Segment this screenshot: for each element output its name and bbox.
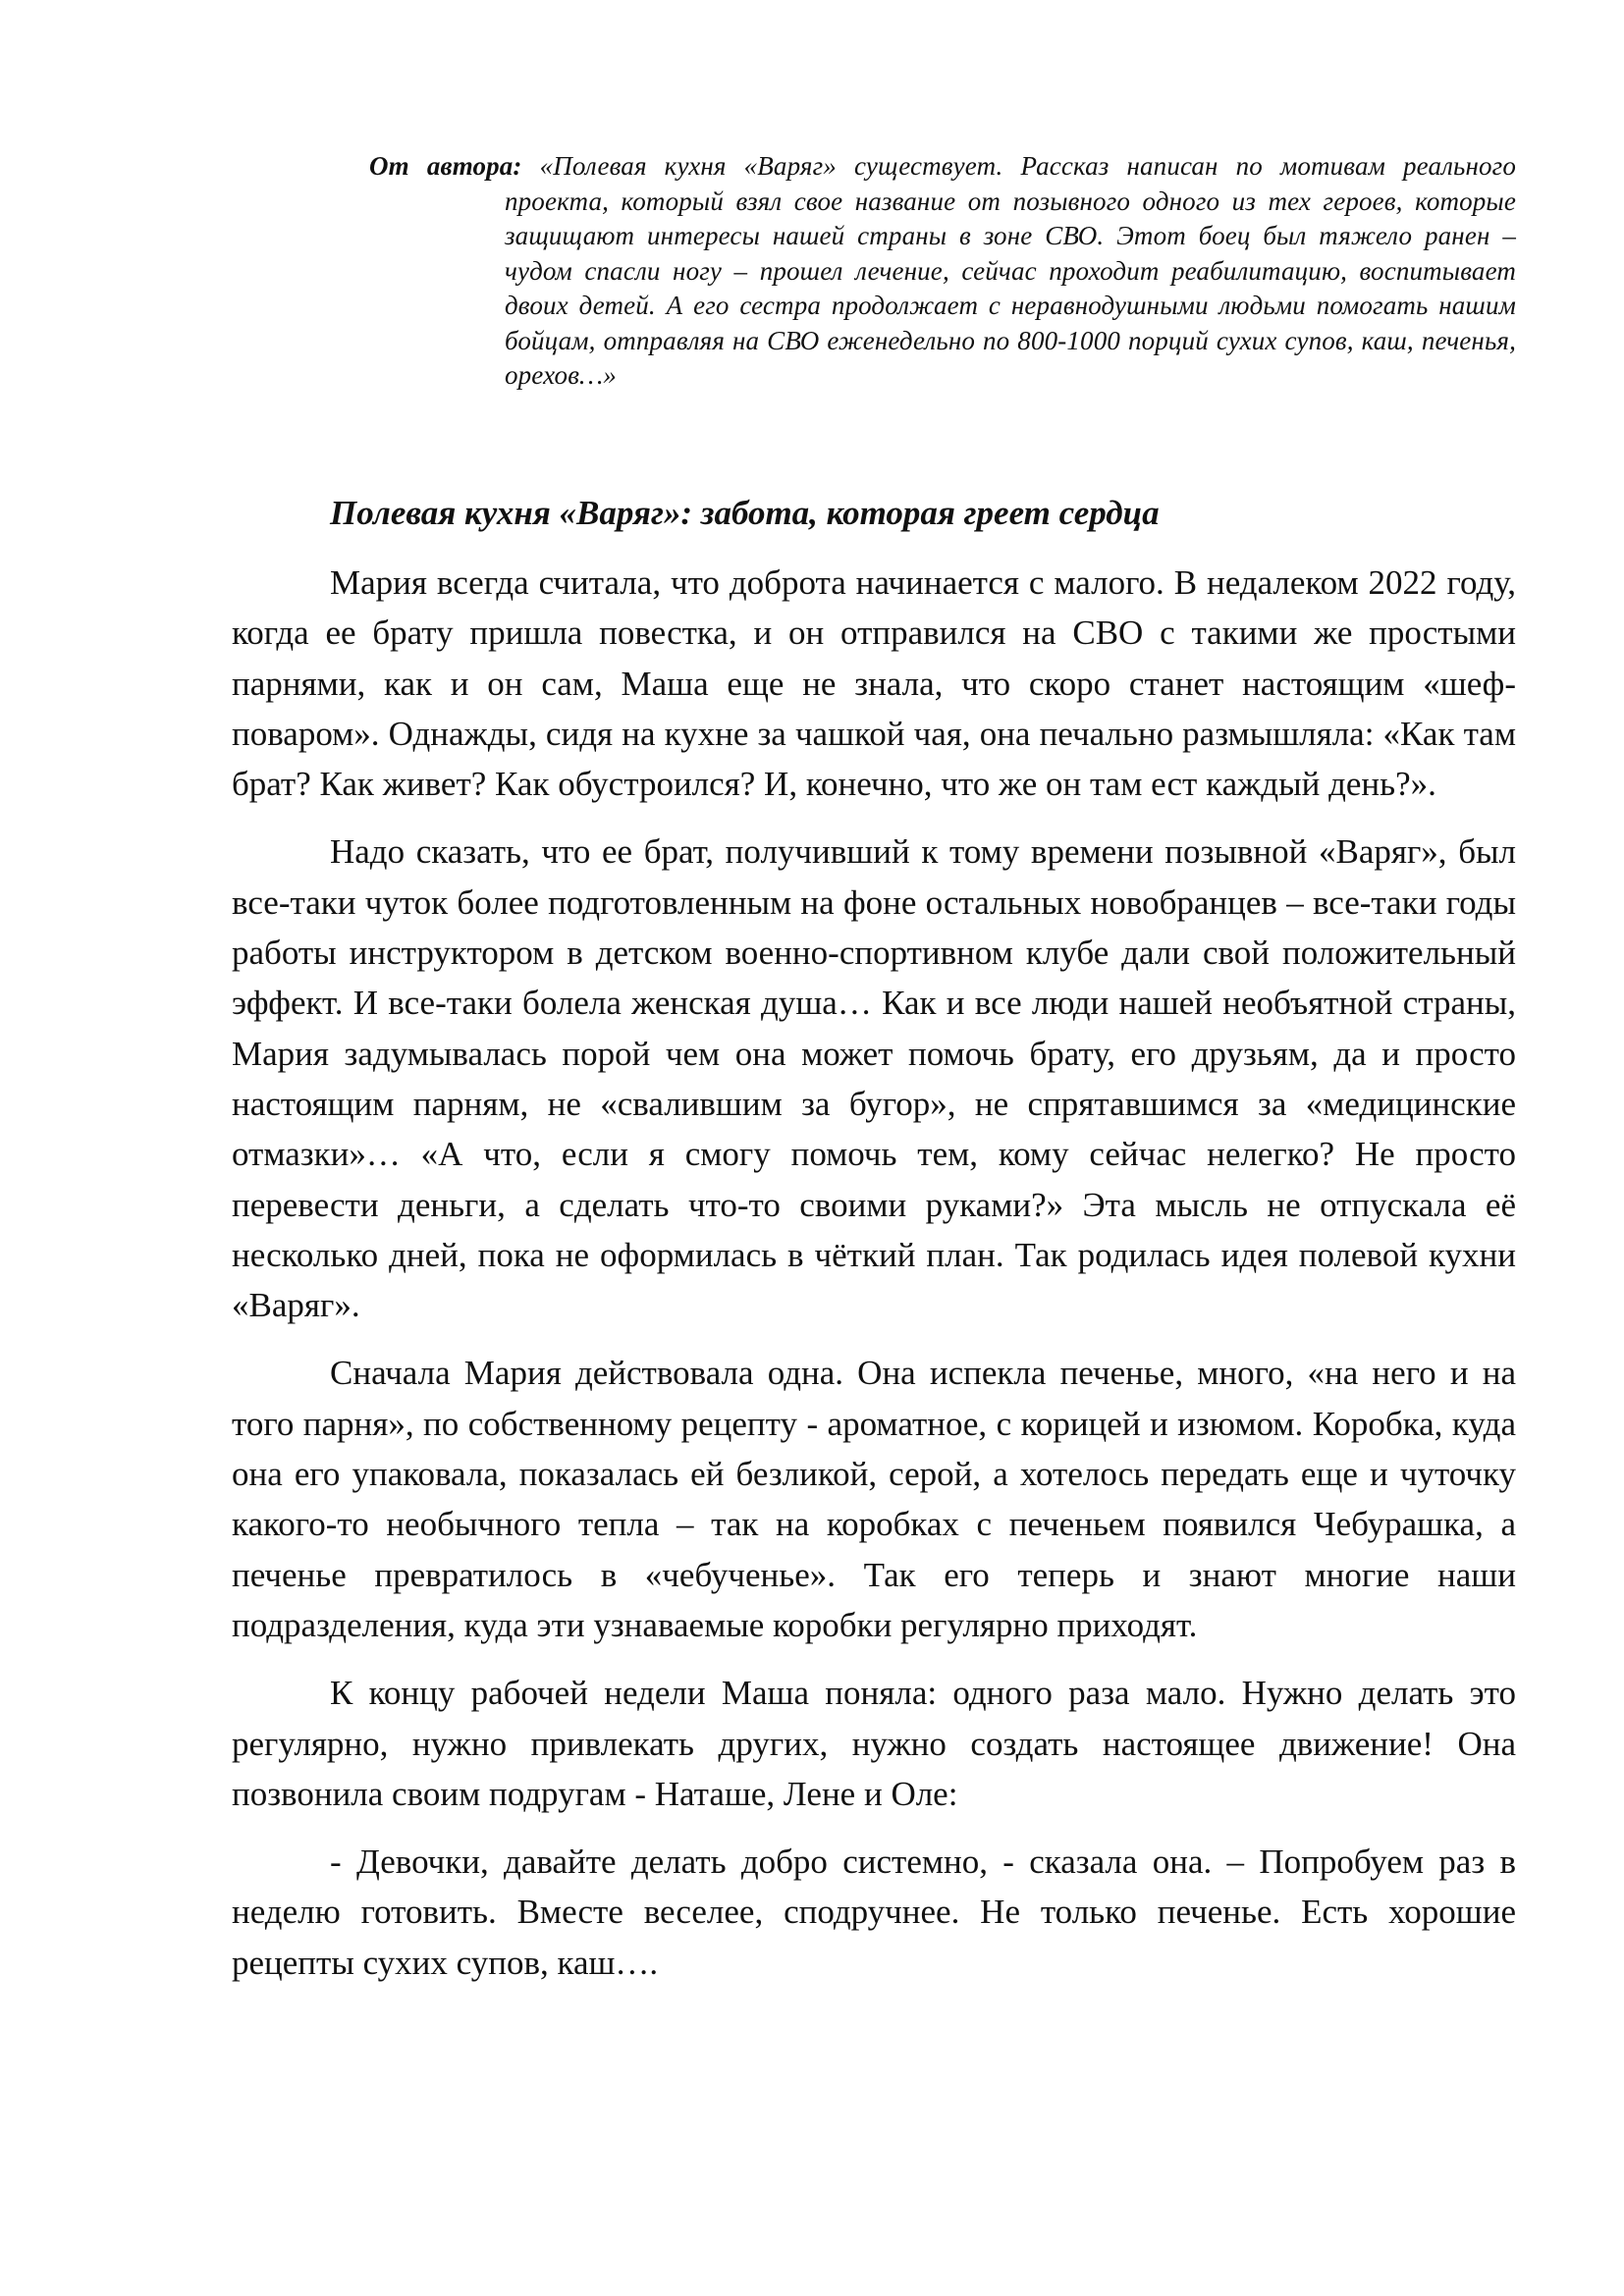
story-title: Полевая кухня «Варяг»: забота, которая греет сердца <box>330 494 1160 532</box>
paragraph-3: Сначала Мария действовала одна. Она испекла печенье, много, «на него и на того парня», по собственному рецепту - ароматное, с корицей и изюмом. Коробка, куда она его упаковала, показалась ей безликой, серой, а хотелось передать еще и чуточку какого-то необычного тепла – так на коробках с печеньем появился Чебурашка, а печенье превратилось в «чебученье». Так его теперь и знают многие наши подразделения, куда эти узнаваемые коробки регулярно приходят. <box>232 1354 1516 1644</box>
author-note-text: «Полевая кухня «Варяг» существует. Рассказ написан по мотивам реального проекта, который взял свое название от позывного одного из тех героев, которые защищают интересы нашей страны в зоне СВО. Этот боец был тяжело ранен – чудом спасли ногу – прошел лечение, сейчас проходит реабилитацию, воспитывает двоих детей. А его сестра продолжает с неравнодушными людьми помогать нашим бойцам, отправляя на СВО еженедельно по 800-1000 порций сухих супов, каш, печенья, орехов…» <box>505 151 1516 390</box>
paragraph-2: Надо сказать, что ее брат, получивший к тому времени позывной «Варяг», был все-таки чуток более подготовленным на фоне остальных новобранцев – все-таки годы работы инструктором в детском военно-спортивном клубе дали свой положительный эффект. И все-таки болела женская душа… Как и все люди нашей необъятной страны, Мария задумывалась порой чем она может помочь брату, его друзьям, да и просто настоящим парням, не «свалившим за бугор», не спрятавшимся за «медицинские отмазки»… «А что, если я смогу помочь тем, кому сейчас нелегко? Не просто перевести деньги, а сделать что-то своими руками?» Эта мысль не отпускала её несколько дней, пока не оформилась в чёткий план. Так родилась идея полевой кухни «Варяг». <box>232 832 1516 1325</box>
author-note <box>369 149 1516 394</box>
paragraph-5-dialogue: - Девочки, давайте делать добро системно, - сказала она. – Попробуем раз в неделю готовить. Вместе веселее, сподручнее. Не только печенье. Есть хорошие рецепты сухих супов, каш…. <box>232 1842 1516 1982</box>
paragraph-1: Мария всегда считала, что доброта начинается с малого. В недалеком 2022 году, когда ее брату пришла повестка, и он отправился на СВО с такими же простыми парнями, как и он сам, Маша еще не знала, что скоро станет настоящим «шеф-поваром». Однажды, сидя на кухне за чашкой чая, она печально размышляла: «Как там брат? Как живет? Как обустроился? И, конечно, что же он там ест каждый день?». <box>232 563 1516 804</box>
paragraph-4: К концу рабочей недели Маша поняла: одного раза мало. Нужно делать это регулярно, нужно привлекать других, нужно создать настоящее движение! Она позвонила своим подругам - Наташе, Лене и Оле: <box>232 1674 1516 1813</box>
author-note-label: От автора: <box>369 151 522 181</box>
story-body <box>232 558 1516 1988</box>
